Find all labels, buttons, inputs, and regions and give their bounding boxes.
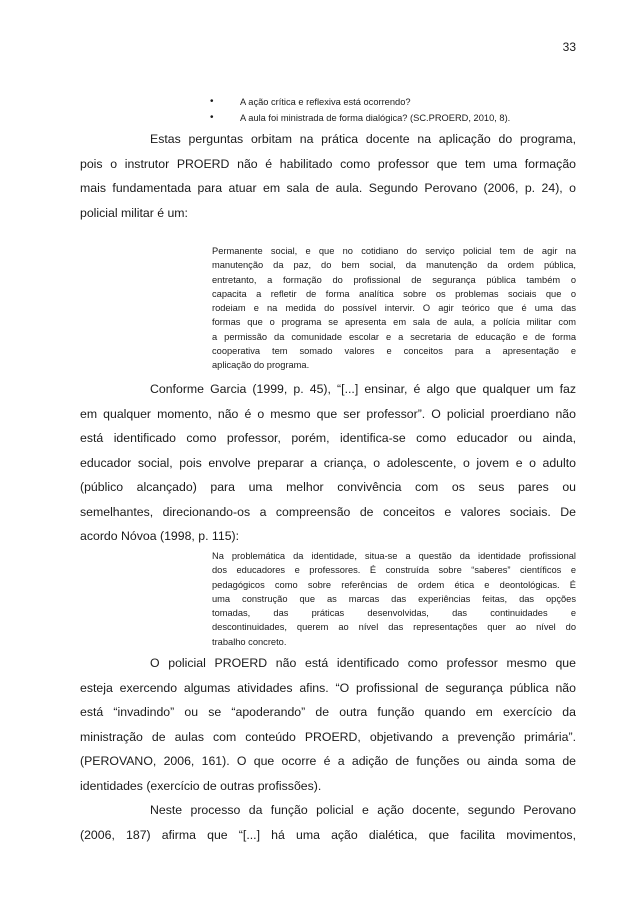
quote-line: rodeiam e na medida do possível intervir. O agir teórico que é uma das [212,303,576,314]
block-quote-2 [212,549,576,649]
text-line: semelhantes, direcionando-os a compreensão de conceitos e valores sociais. De [80,504,576,519]
bullet-icon: • [210,112,214,123]
page-number: 33 [562,40,576,54]
paragraph-3 [80,651,576,798]
quote-line: manutenção da paz, do bem social, da manutenção da ordem pública, [212,260,576,271]
quote-line: formas que o programa se apresenta em sala de aula, a polícia militar com [212,317,576,328]
quote-line: cooperativa tem somado valores e conceitos para a apresentação e [212,346,576,357]
paragraph-2 [80,377,576,549]
quote-line: Permanente social, e que no cotidiano do serviço policial tem de agir na [212,246,576,256]
paragraph-1 [80,127,576,225]
text-line: Conforme Garcia (1999, p. 45), “[...] ensinar, é algo que qualquer um faz [150,382,576,396]
text-line: Neste processo da função policial e ação docente, segundo Perovano [150,803,576,817]
text-line: acordo Nóvoa (1998, p. 115): [80,529,240,543]
text-line: Estas perguntas orbitam na prática docente na aplicação do programa, [150,132,576,146]
text-line: policial militar é um: [80,205,188,220]
text-line: está identificado como professor, porém, identifica-se como educador ou ainda, [80,431,576,445]
question-bullet-list [210,94,590,126]
bullet-text: A aula foi ministrada de forma dialógica? (SC.PROERD, 2010, 8). [240,113,511,123]
bullet-item [210,94,590,110]
bullet-item [210,110,590,126]
quote-line: Na problemática da identidade, situa-se a questão da identidade profissional [212,551,576,561]
paragraph-4 [80,798,576,847]
text-line: mais fundamentada para atuar em sala de aula. Segundo Perovano (2006, p. 24), o [80,181,576,195]
quote-line: dos educadores e professores. É construída sobre “saberes” científicos e [212,565,576,576]
quote-line: capacita a refletir de forma analítica sobre os problemas sociais que o [212,288,576,299]
quote-line: pedagógicos como sobre referências de ordem ética e deontológicas. É [212,579,576,590]
text-line: (2006, 187) afirma que “[...] há uma ação dialética, que facilita movimentos, [80,827,576,842]
bullet-icon: • [210,96,214,107]
text-line: identidades (exercício de outras profissões). [80,778,322,793]
text-line: O policial PROERD não está identificado como professor mesmo que [150,656,576,670]
quote-line: entretanto, a formação do profissional de segurança pública também o [212,274,576,285]
block-quote-1 [212,244,576,373]
text-line: esteja exercendo algumas atividades afins. “O profissional de segurança pública não [80,680,576,695]
quote-line: aplicação do programa. [212,360,310,371]
text-line: (público alcançado) para uma melhor convivência com os seus pares ou [80,480,576,494]
text-line: (PEROVANO, 2006, 161). O que ocorre é a adição de funções ou ainda soma de [80,754,576,768]
quote-line: a permissão da comunidade escolar e a secretaria de educação e de forma [212,331,576,342]
text-line: educador social, pois envolve preparar a criança, o adolescente, o jovem e o adulto [80,455,576,470]
quote-line: descontinuidades, querem ao nível das representações quer ao nível do [212,622,576,633]
text-line: ministração de aulas com conteúdo PROERD, objetivando a prevenção primária”. [80,729,576,744]
text-line: pois o instrutor PROERD não é habilitado como professor que tem uma formação [80,156,576,171]
quote-line: tomadas, das práticas desenvolvidas, das continuidades e [212,608,576,619]
quote-line: trabalho concreto. [212,636,287,647]
text-line: em qualquer momento, não é o mesmo que ser professor”. O policial proerdiano não [80,406,576,421]
bullet-text: A ação crítica e reflexiva está ocorrendo? [240,97,411,107]
text-line: está “invadindo” ou se “apoderando” de outra função quando em exercício da [80,705,576,719]
quote-line: uma construção que as marcas das experiências feitas, das opções [212,593,576,604]
